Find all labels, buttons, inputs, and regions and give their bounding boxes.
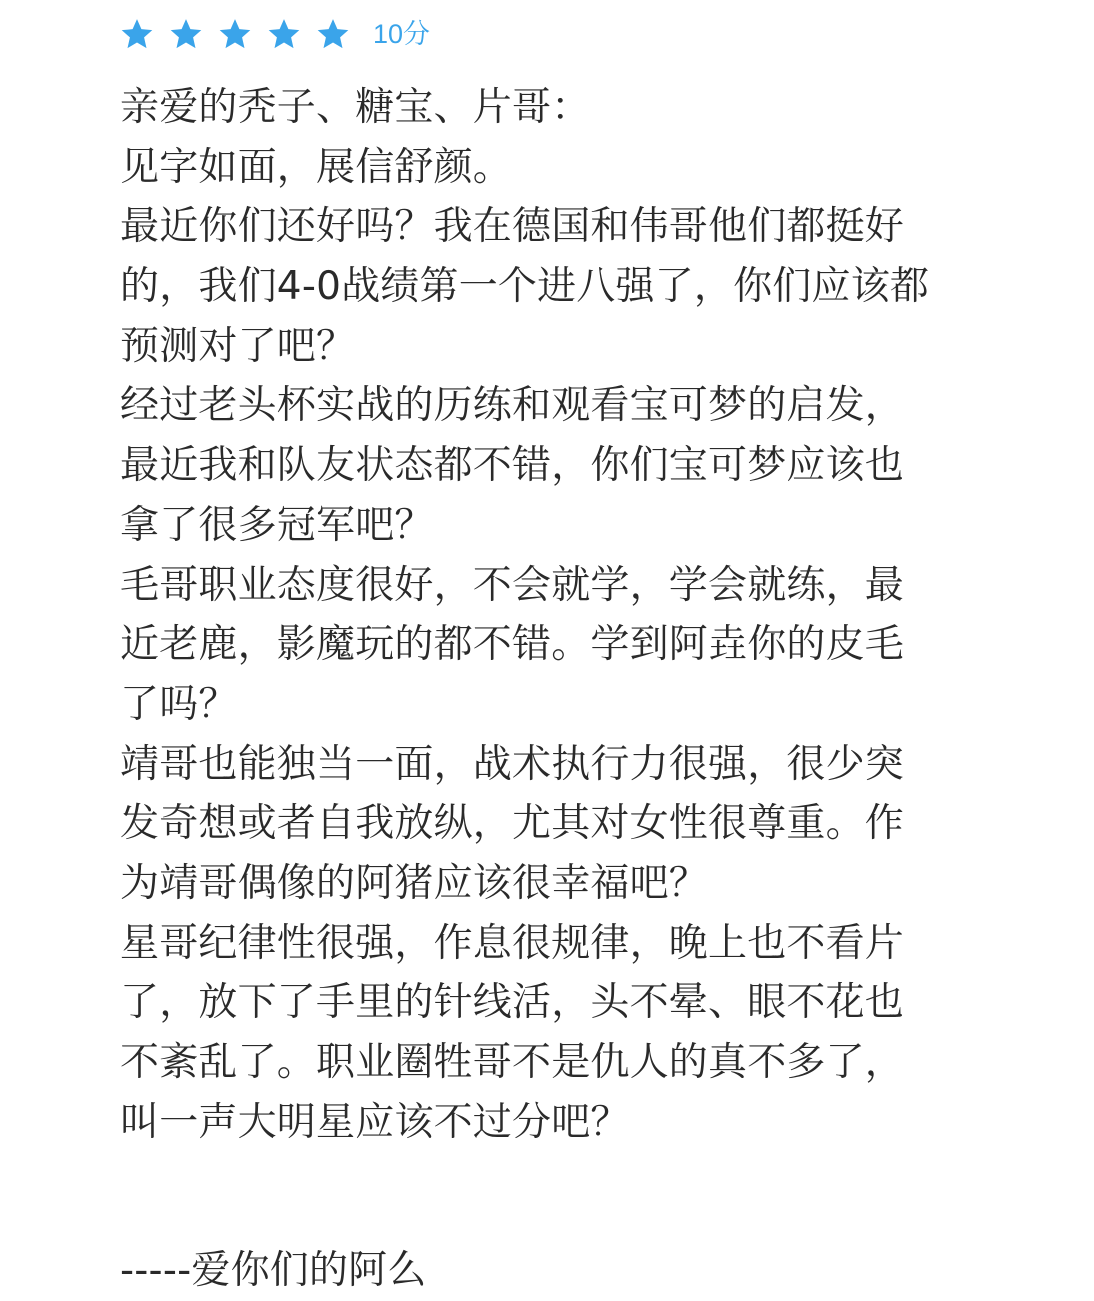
star-rating [120, 17, 350, 51]
letter-line: 拿了很多冠军吧？ [120, 502, 434, 548]
rating-row [120, 10, 430, 58]
letter-line: 见字如面，展信舒颜。 [120, 144, 513, 190]
letter-line: 的，我们4-0战绩第一个进八强了，你们应该都 [120, 264, 930, 310]
letter-line: 最近我和队友状态都不错，你们宝可梦应该也 [120, 443, 905, 489]
letter-line: 星哥纪律性很强，作息很规律，晚上也不看片 [120, 920, 905, 966]
letter-line: 了，放下了手里的针线活，头不晕、眼不花也 [120, 980, 905, 1026]
letter-line: 最近你们还好吗？我在德国和伟哥他们都挺好 [120, 204, 905, 250]
letter-line: 发奇想或者自我放纵，尤其对女性很尊重。作 [120, 801, 905, 847]
letter-line: 靖哥也能独当一面，战术执行力很强，很少突 [120, 741, 905, 787]
letter-line: 为靖哥偶像的阿猪应该很幸福吧？ [120, 860, 709, 906]
letter-line: 毛哥职业态度很好，不会就学，学会就练，最 [120, 562, 905, 608]
letter-line: 经过老头杯实战的历练和观看宝可梦的启发， [120, 383, 905, 429]
star-icon [218, 17, 252, 51]
star-icon [267, 17, 301, 51]
letter-line: 叫一声大明星应该不过分吧？ [120, 1099, 630, 1145]
letter-line: 不紊乱了。职业圈牲哥不是仇人的真不多了， [120, 1040, 905, 1085]
review-letter [120, 78, 1050, 1301]
rating-score: 10分 [373, 18, 431, 49]
letter-line: 亲爱的秃子、糖宝、片哥： [120, 85, 591, 130]
letter-line: 了吗？ [120, 681, 238, 727]
star-icon [169, 17, 203, 51]
star-icon [316, 17, 350, 51]
letter-line: 预测对了吧？ [120, 323, 356, 369]
star-icon [120, 17, 154, 51]
letter-signature: -----爱你们的阿么 [120, 1248, 427, 1294]
blank-line [120, 1152, 1050, 1241]
letter-line: 近老鹿，影魔玩的都不错。学到阿垚你的皮毛 [120, 622, 905, 668]
